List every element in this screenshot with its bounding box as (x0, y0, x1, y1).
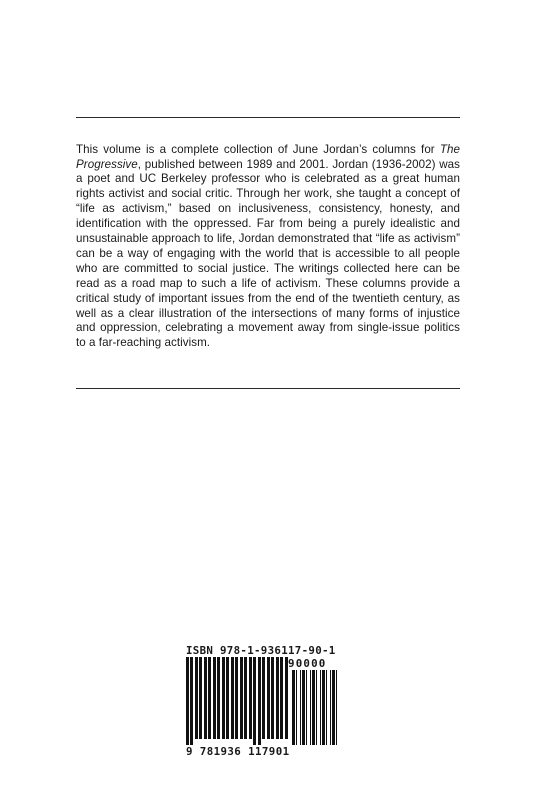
bottom-divider (76, 388, 460, 389)
barcode-bar (244, 657, 247, 739)
barcode-bar (326, 670, 327, 745)
top-divider (76, 117, 460, 118)
barcode-bar (330, 670, 331, 745)
barcode-bar (186, 657, 189, 745)
ean-barcode-bars (186, 657, 288, 745)
barcode-bar (190, 657, 193, 745)
barcode-bar (226, 657, 229, 739)
barcode-bar (280, 657, 283, 739)
barcode-bar (310, 670, 311, 745)
barcode-bar (235, 657, 238, 739)
barcode-bar (208, 657, 211, 739)
barcode-bar (296, 670, 297, 745)
barcode-bar (302, 670, 305, 745)
barcode-bar (322, 670, 325, 745)
barcode-bar (199, 657, 202, 739)
barcode-bar (195, 657, 198, 739)
barcode-bar (312, 670, 315, 745)
barcode-bar (240, 657, 243, 739)
barcode-bar (271, 657, 274, 739)
barcode-bar (300, 670, 301, 745)
barcode-bar (217, 657, 220, 739)
barcode-bar (306, 670, 307, 745)
blurb-text-part2: , published between 1989 and 2001. Jordan (1936-2002) was a poet and UC Berkeley professor who is celebrated as a great human rights activist and social critic. Through her work, she taught a concept of “life as activism,” based on inclusiveness, consistency, honesty, and identification with the oppressed. Far from being a purely idealistic and unsustainable approach to life, Jordan demonstrated that “life as activism” can be a way of engaging with the world that is accessible to all people who are committed to social justice. The writings collected here can be read as a road map to such a life of activism. These columns provide a critical study of important issues from the end of the twentieth century, as well as a clear illustration of the intersections of many forms of injustice and oppression, celebrating a movement away from single-issue politics to a far-reaching activism. (76, 157, 460, 350)
addon-barcode-bars (292, 670, 340, 745)
back-cover-blurb (76, 143, 460, 352)
barcode-bar (316, 670, 317, 745)
ean-digits: 9 781936 117901 (186, 745, 290, 758)
isbn-label: ISBN 978-1-936117-90-1 (186, 644, 336, 657)
barcode-bar (213, 657, 216, 739)
barcode-bar (332, 670, 335, 745)
barcode-bar (336, 670, 337, 745)
barcode-bar (231, 657, 234, 739)
barcode-bar (292, 670, 295, 745)
barcode-bar (253, 657, 256, 745)
barcode-bar (249, 657, 252, 739)
barcode-bar (262, 657, 265, 739)
barcode-bar (320, 670, 321, 745)
addon-digits: 90000 (288, 657, 327, 670)
barcode-bar (222, 657, 225, 739)
barcode-bar (258, 657, 261, 745)
blurb-text-part1: This volume is a complete collection of June Jordan’s columns for (76, 142, 440, 156)
barcode-bar (204, 657, 207, 739)
barcode-bar (276, 657, 279, 739)
barcode-bar (267, 657, 270, 739)
publication-title: The Progressive (76, 142, 460, 171)
